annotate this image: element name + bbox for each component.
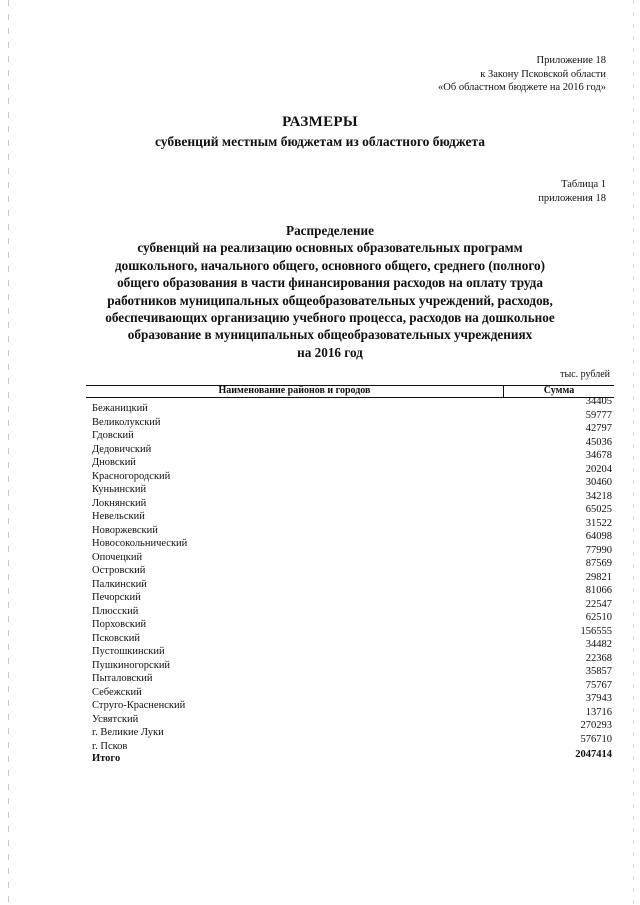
column-header-sum: Сумма <box>503 386 614 397</box>
district-name: Бежаницкий <box>92 403 148 414</box>
table-row <box>86 598 614 617</box>
table-row <box>86 571 614 590</box>
district-name: Дновский <box>92 457 136 468</box>
table-row <box>86 463 614 482</box>
table-row <box>86 587 614 601</box>
heading-line: субвенций на реализацию основных образовательных программ <box>137 240 523 256</box>
district-name: Себежский <box>92 686 142 698</box>
table-row <box>86 695 614 709</box>
district-name: Пустошкинский <box>92 646 165 657</box>
appendix-line: к Закону Псковской области <box>480 68 606 80</box>
district-amount: 576710 <box>580 733 612 745</box>
district-amount: 30460 <box>585 477 612 488</box>
district-name: Куньинский <box>92 484 147 495</box>
heading-line: образование в муниципальных общеобразовательных учреждениях <box>127 327 533 343</box>
district-amount: 34218 <box>585 490 612 502</box>
district-name: Печорский <box>92 592 141 603</box>
district-amount: 13716 <box>585 706 612 718</box>
district-name: Опочецкий <box>92 551 143 563</box>
district-amount: 31522 <box>585 517 612 529</box>
district-amount: 156555 <box>580 625 612 637</box>
district-amount: 59777 <box>585 409 612 421</box>
table-row <box>86 668 614 682</box>
district-amount: 64098 <box>585 531 612 542</box>
table-row <box>86 733 614 752</box>
district-amount: 29821 <box>585 571 612 583</box>
table-row <box>86 722 614 736</box>
district-name: Островский <box>92 565 146 576</box>
table-row <box>86 409 614 428</box>
district-amount: 34405 <box>585 396 612 407</box>
heading-line: обеспечивающих организацию учебного процесса, расходов на дошкольное <box>105 310 555 326</box>
appendix-reference <box>438 54 606 95</box>
table-row <box>86 625 614 644</box>
table-row <box>86 641 614 655</box>
district-name: Новоржевский <box>92 524 158 536</box>
table-row <box>86 560 614 574</box>
district-name: Локнянский <box>92 497 147 509</box>
subsidy-table <box>86 385 614 763</box>
total-amount: 2047414 <box>575 749 612 760</box>
document-subtitle: субвенций местным бюджетам из областного бюджета <box>154 134 486 149</box>
district-name: Плюсский <box>92 605 139 617</box>
district-amount: 65025 <box>585 504 612 515</box>
district-name: Великолукский <box>92 416 161 428</box>
district-name: Порховский <box>92 619 147 630</box>
table-row <box>86 533 614 547</box>
heading-line: на 2016 год <box>297 344 363 360</box>
district-name: г. Псков <box>92 740 128 752</box>
total-label: Итого <box>92 753 121 764</box>
district-amount: 62510 <box>585 612 612 623</box>
table-row <box>86 479 614 493</box>
district-amount: 270293 <box>580 720 612 731</box>
table-row <box>86 706 614 725</box>
column-header-name: Наименование районов и городов <box>218 385 371 396</box>
district-name: Пушкиногорский <box>92 659 171 671</box>
district-name: г. Великие Луки <box>92 727 164 738</box>
district-name: Дедовичский <box>92 443 152 455</box>
table-heading <box>60 222 600 361</box>
district-name: Палкинский <box>92 578 147 590</box>
district-name: Струго-Красненский <box>92 700 186 711</box>
district-amount: 34482 <box>585 639 612 650</box>
table-row <box>86 490 614 509</box>
district-amount: 37943 <box>585 693 612 704</box>
district-amount: 87569 <box>585 558 612 569</box>
table-row <box>86 652 614 671</box>
district-amount: 77990 <box>585 544 612 556</box>
units-label: тыс. рублей <box>560 369 610 380</box>
district-amount: 42797 <box>585 423 612 434</box>
district-name: Невельский <box>92 511 145 522</box>
district-name: Усвятский <box>92 713 139 725</box>
district-amount: 35857 <box>585 666 612 677</box>
table-row <box>86 517 614 536</box>
heading-line: общего образования в части финансирования расходов на оплату труда <box>117 275 543 291</box>
district-amount: 34678 <box>585 450 612 461</box>
heading-line: работников муниципальных общеобразовательных учреждений, расходов, <box>107 292 553 308</box>
table-row <box>86 452 614 466</box>
heading-line: Распределение <box>286 223 374 238</box>
district-amount: 75767 <box>585 679 612 691</box>
district-amount: 22368 <box>585 652 612 664</box>
district-name: Гдовский <box>92 430 134 441</box>
table-body <box>86 398 614 763</box>
total-row <box>86 749 614 763</box>
table-header <box>86 385 614 398</box>
district-amount: 45036 <box>585 436 612 448</box>
district-name: Пыталовский <box>92 673 153 684</box>
table-row <box>86 679 614 698</box>
district-name: Новосокольнический <box>92 538 188 549</box>
district-name: Псковский <box>92 632 140 644</box>
table-row <box>86 436 614 455</box>
table-reference <box>538 178 606 205</box>
district-amount: 20204 <box>585 463 612 475</box>
table-row <box>86 506 614 520</box>
heading-line: дошкольного, начального общего, основного общего, среднего (полного) <box>115 257 545 273</box>
table-row <box>86 614 614 628</box>
table-row <box>86 398 614 412</box>
appendix-line: Приложение 18 <box>536 55 606 66</box>
table-reference-line: Таблица 1 <box>561 179 606 190</box>
table-row <box>86 425 614 439</box>
table-reference-line: приложения 18 <box>538 192 606 204</box>
appendix-line: «Об областном бюджете на 2016 год» <box>438 82 606 93</box>
district-amount: 22547 <box>585 598 612 610</box>
district-name: Красногородский <box>92 470 171 482</box>
table-row <box>86 544 614 563</box>
document-title: РАЗМЕРЫ <box>282 114 358 130</box>
district-amount: 81066 <box>585 585 612 596</box>
